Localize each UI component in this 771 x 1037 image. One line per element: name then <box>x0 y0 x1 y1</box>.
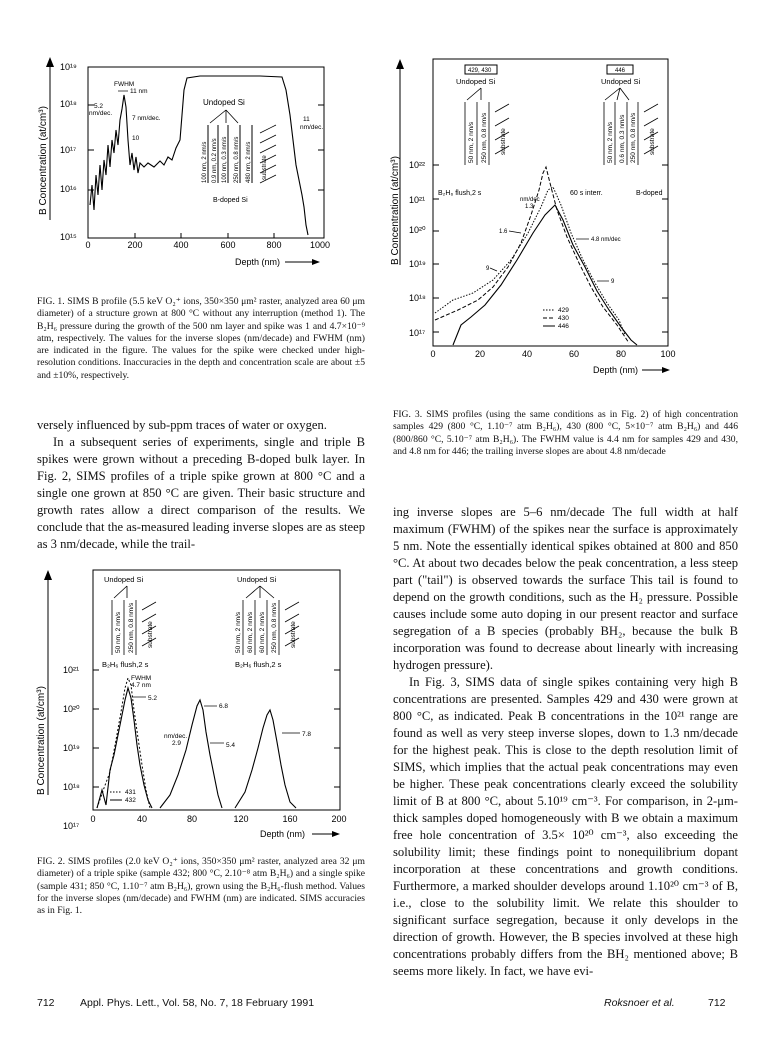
fig3-ann-48: 4.8 nm/dec <box>591 237 621 243</box>
fig1-stack-3: 250 nm, 0.8 nm/s <box>234 136 240 183</box>
fig2-stack-b-2: 60 nm, 2 nm/s <box>259 611 266 653</box>
fig2-flush-b: B₂H₆ flush,2 s <box>235 660 282 669</box>
fig2-xtick-5: 200 <box>331 814 347 824</box>
fig1-xlabel: Depth (nm) <box>235 257 281 267</box>
fig3-stack-b-1: 0.6 nm, 0.3 nm/s <box>619 114 626 163</box>
fig2-xaxis <box>30 810 350 840</box>
fig1-ann-7nm: 7 nm/dec. <box>132 115 161 122</box>
fig1-xtick-0: 0 <box>85 240 91 250</box>
fig3-ann-13: 1.3 <box>525 204 534 210</box>
fig1-stack-1: 0.9 nm, 0.2 nm/s <box>212 138 218 183</box>
footer-page-right: 712 <box>708 997 726 1009</box>
fig3-xtick-5: 100 <box>660 349 676 359</box>
fig2-stack-b-1: 60 nm, 2 nm/s <box>247 611 254 653</box>
fig3-ann-nmdec: nm/dec <box>520 197 540 203</box>
fig1-stack-2: 100 nm, 0.3 nm/s <box>222 136 228 183</box>
fig1-ylabel: B Concentration (at/cm³) <box>38 106 49 215</box>
fig1-stack-0: 100 nm, 2 nm/s <box>202 141 208 183</box>
fig2-ytick-2: 10¹⁹ <box>63 743 80 753</box>
fig2-ylabel: B Concentration (at/cm³) <box>36 686 47 795</box>
footer-page-left: 712 <box>37 997 55 1009</box>
fig2-ytick-0: 10²¹ <box>63 665 80 675</box>
footer-journal: Appl. Phys. Lett., Vol. 58, No. 7, 18 February 1991 <box>80 997 315 1009</box>
fig1-xtick-4: 800 <box>266 240 282 250</box>
fig1-ann-11nm: 11 nm <box>130 88 148 95</box>
fig2-stack-b-3: 250 nm, 0.8 nm/s <box>271 602 278 653</box>
fig1-ytick-0: 10¹⁹ <box>60 62 77 72</box>
right-p1: ing inverse slopes are 5–6 nm/decade The full width at half maximum (FWHM) of the spikes near the surface is approximately 5 nm. Note the essentially identical spikes obtained at 800 and 850 °C. At about two decades below the peak concentration, a less steep part ("tail") is observed towards the surface This tail is found to depend on the growth conditions, such as the H₂ pressure. Possible causes include some auto doping in our present reactor and surface segregation of a B species (probably BH₂, because the bulk B incorporation was found to decrease about linearly with increasing hydrogen pressure). <box>393 505 738 672</box>
fig2-ann-54: 5.4 <box>226 742 236 749</box>
fig2-legend-432: 432 <box>125 797 136 804</box>
fig2-series-431 <box>97 678 150 808</box>
fig1-undoped: Undoped Si <box>203 98 245 107</box>
fig3-stack-a-0: 50 nm, 2 nm/s <box>468 121 475 163</box>
fig2-ann-47: 4.7 nm <box>131 682 151 689</box>
fig3-ytick-4: 10¹⁸ <box>409 293 426 303</box>
fig2-ytick-1: 10²⁰ <box>63 704 80 714</box>
fig1-ann-fwhm: FWHM <box>114 81 135 88</box>
fig3-flush: B₂H₆ flush,2 s <box>438 190 482 197</box>
fig3-legend-430: 430 <box>558 315 569 322</box>
fig3-ytick-1: 10²¹ <box>409 195 426 205</box>
right-p2: In Fig. 3, SIMS data of single spikes containing very high B concentrations are presented. Samples 429 and 430 were grown at 800 °C, as indicated. Peak B concentrations in the 10²¹ range are found as well as very steep inverse slopes, down to 1.3 nm/decade for the highest peak. This is close to the depth resolution limit of SIMS, which implies that the actual peak concentrations may even be higher. These peak concentrations clearly exceed the solubility limit of B at 800 °C, about 5.10¹⁹ cm⁻³. For comparison, in 2-μm-thick samples doped homogeneously with B we obtain a maximum free hole concentration of 3.5× 10²⁰ cm⁻³, also exceeding the solubility limit; these findings point to nonequilibrium dopant incorporation at these concentrations and growth conditions. Furthermore, a marked shoulder develops around 1.10²⁰ cm⁻³ of B, i.e., close to the solubility limit. We relate this shoulder to significant surface segregation, because it only develops in the direction of growth. However, the B species involved at these high concentrations probably differs from the BH₂ mentioned above; B seems more likely. In fact, we have evi- <box>393 675 738 978</box>
fig2-flush-a: B₂H₆ flush,2 s <box>102 660 149 669</box>
fig2-stack-a-2: substrate <box>147 621 154 648</box>
fig2-stack-a-1: 250 nm, 0.8 nm/s <box>128 602 135 653</box>
right-body-text <box>393 504 738 980</box>
fig1-ann-nmdec: nm/dec. <box>89 110 113 117</box>
fig2-xtick-1: 40 <box>136 814 148 824</box>
fig2-xtick-4: 160 <box>282 814 298 824</box>
fig2-undoped-b: Undoped Si <box>237 575 277 584</box>
fig3-caption: FIG. 3. SIMS profiles (using the same conditions as in Fig. 2) of high concentration samples 429 (800 °C, 1.10⁻⁷ atm B₂H₆), 430 (800 °C, 5×10⁻⁷ atm B₂H₆) and 446 (800/860 °C, 5.10⁻⁷ atm B₂H₆). The FWHM value is 4.4 nm for samples 429 and 430, and 4.8 nm for 446; the trailing inverse slopes are about 4.8 nm/decade <box>393 409 738 457</box>
fig3-legend-429: 429 <box>558 307 569 314</box>
fig1-ytick-2: 10¹⁷ <box>60 145 77 155</box>
fig3-ann-16: 1.6 <box>499 229 508 235</box>
fig3-xtick-0: 0 <box>430 349 436 359</box>
fig3-ytick-3: 10¹⁹ <box>409 259 426 269</box>
fig3-stack-b-3: substrate <box>649 128 656 155</box>
footer-authors: Roksnoer et al. <box>604 997 675 1009</box>
fig1-layer-stack <box>202 110 276 183</box>
fig2-ann-nmdec: nm/dec. <box>164 733 188 740</box>
fig3-chart <box>390 55 728 385</box>
fig2-ann-fwhm: FWHM <box>131 675 152 682</box>
fig1-ann-nmdec2: nm/dec. <box>300 124 324 131</box>
fig3-xtick-1: 20 <box>474 349 486 359</box>
fig3-ytick-0: 10²² <box>409 160 426 170</box>
fig2-xtick-0: 0 <box>90 814 96 824</box>
fig3-undoped-b: Undoped Si <box>601 77 641 86</box>
left-body-text <box>37 417 365 553</box>
fig3-xlabel: Depth (nm) <box>593 365 639 375</box>
fig3-bdoped: B-doped <box>636 190 663 197</box>
fig1-ann-52: 5.2 <box>94 103 104 110</box>
fig3-ann-9b: 9 <box>611 279 615 285</box>
fig1-chart <box>30 45 350 275</box>
fig1-bdoped: B-doped Si <box>213 197 248 204</box>
fig1-xtick-2: 400 <box>173 240 189 250</box>
fig1-stack-4: 480 nm, 2 nm/s <box>246 141 252 183</box>
fig3-xtick-2: 40 <box>521 349 533 359</box>
fig2-ann-78: 7.8 <box>302 731 312 738</box>
fig3-ylabel: B Concentration (at/cm³) <box>390 156 401 265</box>
fig3-ytick-5: 10¹⁷ <box>409 328 426 338</box>
fig2-ann-68: 6.8 <box>219 703 229 710</box>
fig2-undoped-a: Undoped Si <box>104 575 144 584</box>
fig2-ann-52: 5.2 <box>148 695 158 702</box>
fig2-legend-431: 431 <box>125 789 136 796</box>
fig2-stack-b-4: substrate <box>290 621 297 648</box>
fig1-xtick-5: 1000 <box>309 240 331 250</box>
fig1-stack-5: substrate <box>262 155 268 180</box>
fig1-xtick-1: 200 <box>127 240 143 250</box>
fig1-xtick-3: 600 <box>220 240 236 250</box>
fig3-ann-9a: 9 <box>486 266 490 272</box>
fig1-caption: FIG. 1. SIMS B profile (5.5 keV O₂⁺ ions, 350×350 μm² raster, analyzed area 60 μm diameter) of a structure grown at 800 °C without any interruption (method 1). The B₂H₆ pressure during the growth of the 500 nm layer and spike was 1 and 4.7×10⁻⁹ atm, respectively. The values for the inverse slopes (nm/decade) and FWHM (nm) are indicated in the figure. The values for the spike were checked under high-resolution conditions. Inaccuracies in the depth and concentration scale are about ±5 and ±10%, respectively. <box>37 296 365 381</box>
fig3-stack-a-1: 250 nm, 0.8 nm/s <box>481 112 488 163</box>
fig2-xlabel: Depth (nm) <box>260 829 306 839</box>
fig3-stack-b-2: 250 nm, 0.8 nm/s <box>630 112 637 163</box>
fig2-caption: FIG. 2. SIMS profiles (2.0 keV O₂⁺ ions, 350×350 μm² raster, analyzed area 32 μm diameter) of a triple spike (sample 432; 800 °C, 2.10⁻⁸ atm B₂H₆) and a single spike (sample 431; 850 °C, 1.10⁻⁷ atm B₂H₆), grown using the B₂H₆-flush method. Values for the inverse slopes (nm/decade) and FWHM (nm) are indicated. SIMS accuracies as in Fig. 1. <box>37 856 365 917</box>
fig1-ytick-3: 10¹⁶ <box>60 184 77 194</box>
fig1-ann-11: 11 <box>303 116 310 123</box>
fig1-ytick-1: 10¹⁸ <box>60 99 77 109</box>
left-p2: In a subsequent series of experiments, single and triple B spikes were grown without a preceding B-doped bulk layer. In Fig. 2, SIMS profiles of a triple spike grown at 800 °C and a single one grown at 850 °C are given. Their basic structure and growth rates allow a direct comparison of the results. We conclude that the as-measured leading inverse slopes are as steep as 3 nm/decade, while the trail- <box>37 435 365 551</box>
fig3-undoped-a: Undoped Si <box>456 77 496 86</box>
fig3-ytick-2: 10²⁰ <box>409 225 426 235</box>
fig3-interr: 60 s interr. <box>570 190 603 197</box>
fig2-xtick-2: 80 <box>186 814 198 824</box>
fig3-xtick-4: 80 <box>615 349 627 359</box>
fig2-stack-b-0: 50 nm, 2 nm/s <box>235 611 242 653</box>
fig2-stack-a-0: 50 nm, 2 nm/s <box>115 611 122 653</box>
fig2-ann-29: 2.9 <box>172 740 182 747</box>
fig3-stack-b-0: 50 nm, 2 nm/s <box>607 121 614 163</box>
fig2-xtick-3: 120 <box>233 814 249 824</box>
fig2-ytick-3: 10¹⁸ <box>63 782 80 792</box>
fig3-legend-446: 446 <box>558 323 569 330</box>
fig1-ytick-4: 10¹⁵ <box>60 232 77 242</box>
fig3-series-446 <box>453 205 637 345</box>
left-p1: versely influenced by sub-ppm traces of water or oxygen. <box>37 418 327 432</box>
fig3-box-b: 446 <box>615 68 626 74</box>
fig3-xtick-3: 60 <box>568 349 580 359</box>
fig2-chart <box>30 560 350 831</box>
fig3-box-a: 429, 430 <box>468 68 492 74</box>
fig1-ann-10: 10 <box>132 135 140 142</box>
fig3-stack-a-2: substrate <box>500 128 507 155</box>
fig2-ytick-4: 10¹⁷ <box>63 821 80 831</box>
